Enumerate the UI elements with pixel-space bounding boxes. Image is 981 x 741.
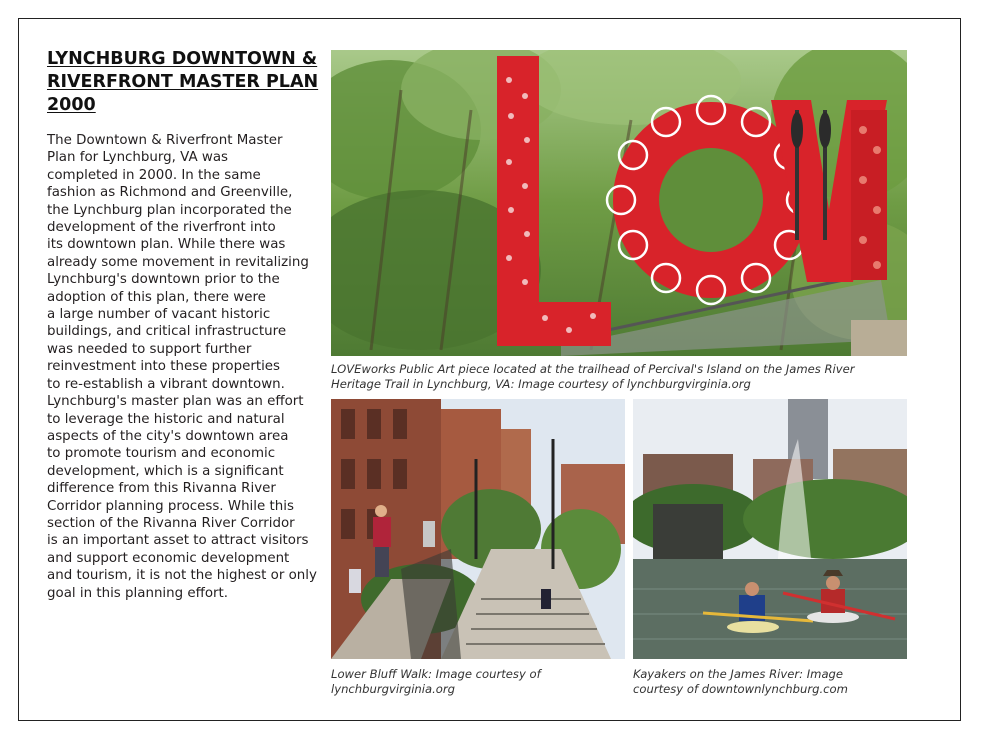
body-line: goal in this planning effort.: [47, 585, 229, 601]
body-line: its downtown plan. While there was: [47, 237, 286, 253]
body-line: already some movement in revitalizing: [47, 254, 309, 270]
love-photo-caption: [331, 362, 907, 392]
love-sculpture-photo: [331, 50, 907, 356]
title-line: 2000: [47, 95, 96, 115]
page-title: [47, 48, 317, 117]
caption-line: courtesy of downtownlynchburg.com: [633, 682, 848, 696]
bluff-photo-caption: [331, 667, 625, 697]
body-line: buildings, and critical infrastructure: [47, 324, 287, 340]
body-line: Corridor planning process. While this: [47, 498, 294, 514]
lower-bluff-walk-photo: [331, 399, 625, 659]
body-line: and support economic development: [47, 550, 290, 566]
body-line: to leverage the historic and natural: [47, 411, 285, 427]
body-line: development of the riverfront into: [47, 220, 276, 236]
caption-line: LOVEworks Public Art piece located at the trailhead of Percival's Island on the James River: [331, 362, 855, 376]
body-line: to re-establish a vibrant downtown.: [47, 376, 285, 392]
body-line: development, which is a significant: [47, 463, 284, 479]
body-line: completed in 2000. In the same: [47, 167, 261, 183]
body-line: and tourism, it is not the highest or only: [47, 568, 317, 584]
body-paragraph: [47, 132, 322, 602]
caption-line: lynchburgvirginia.org: [331, 682, 455, 696]
body-line: section of the Rivanna River Corridor: [47, 515, 295, 531]
body-line: a large number of vacant historic: [47, 307, 271, 323]
caption-line: Lower Bluff Walk: Image courtesy of: [331, 667, 541, 681]
body-line: Lynchburg's downtown prior to the: [47, 272, 280, 288]
kayak-photo-caption: [633, 667, 907, 697]
body-line: to promote tourism and economic: [47, 446, 276, 462]
body-line: reinvestment into these properties: [47, 359, 281, 375]
body-line: aspects of the city's downtown area: [47, 428, 289, 444]
caption-line: Kayakers on the James River: Image: [633, 667, 844, 681]
body-line: fashion as Richmond and Greenville,: [47, 185, 293, 201]
kayakers-photo: [633, 399, 907, 659]
body-line: the Lynchburg plan incorporated the: [47, 202, 292, 218]
caption-line: Heritage Trail in Lynchburg, VA: Image courtesy of lynchburgvirginia.org: [331, 377, 751, 391]
body-line: The Downtown & Riverfront Master: [47, 133, 283, 148]
body-line: was needed to support further: [47, 341, 252, 357]
body-line: is an important asset to attract visitors: [47, 533, 309, 549]
body-line: Plan for Lynchburg, VA was: [47, 150, 229, 166]
body-line: adoption of this plan, there were: [47, 289, 266, 305]
body-line: Lynchburg's master plan was an effort: [47, 394, 304, 410]
title-line: LYNCHBURG DOWNTOWN &: [47, 49, 318, 69]
body-line: difference from this Rivanna River: [47, 481, 276, 497]
title-line: RIVERFRONT MASTER PLAN: [47, 72, 319, 92]
